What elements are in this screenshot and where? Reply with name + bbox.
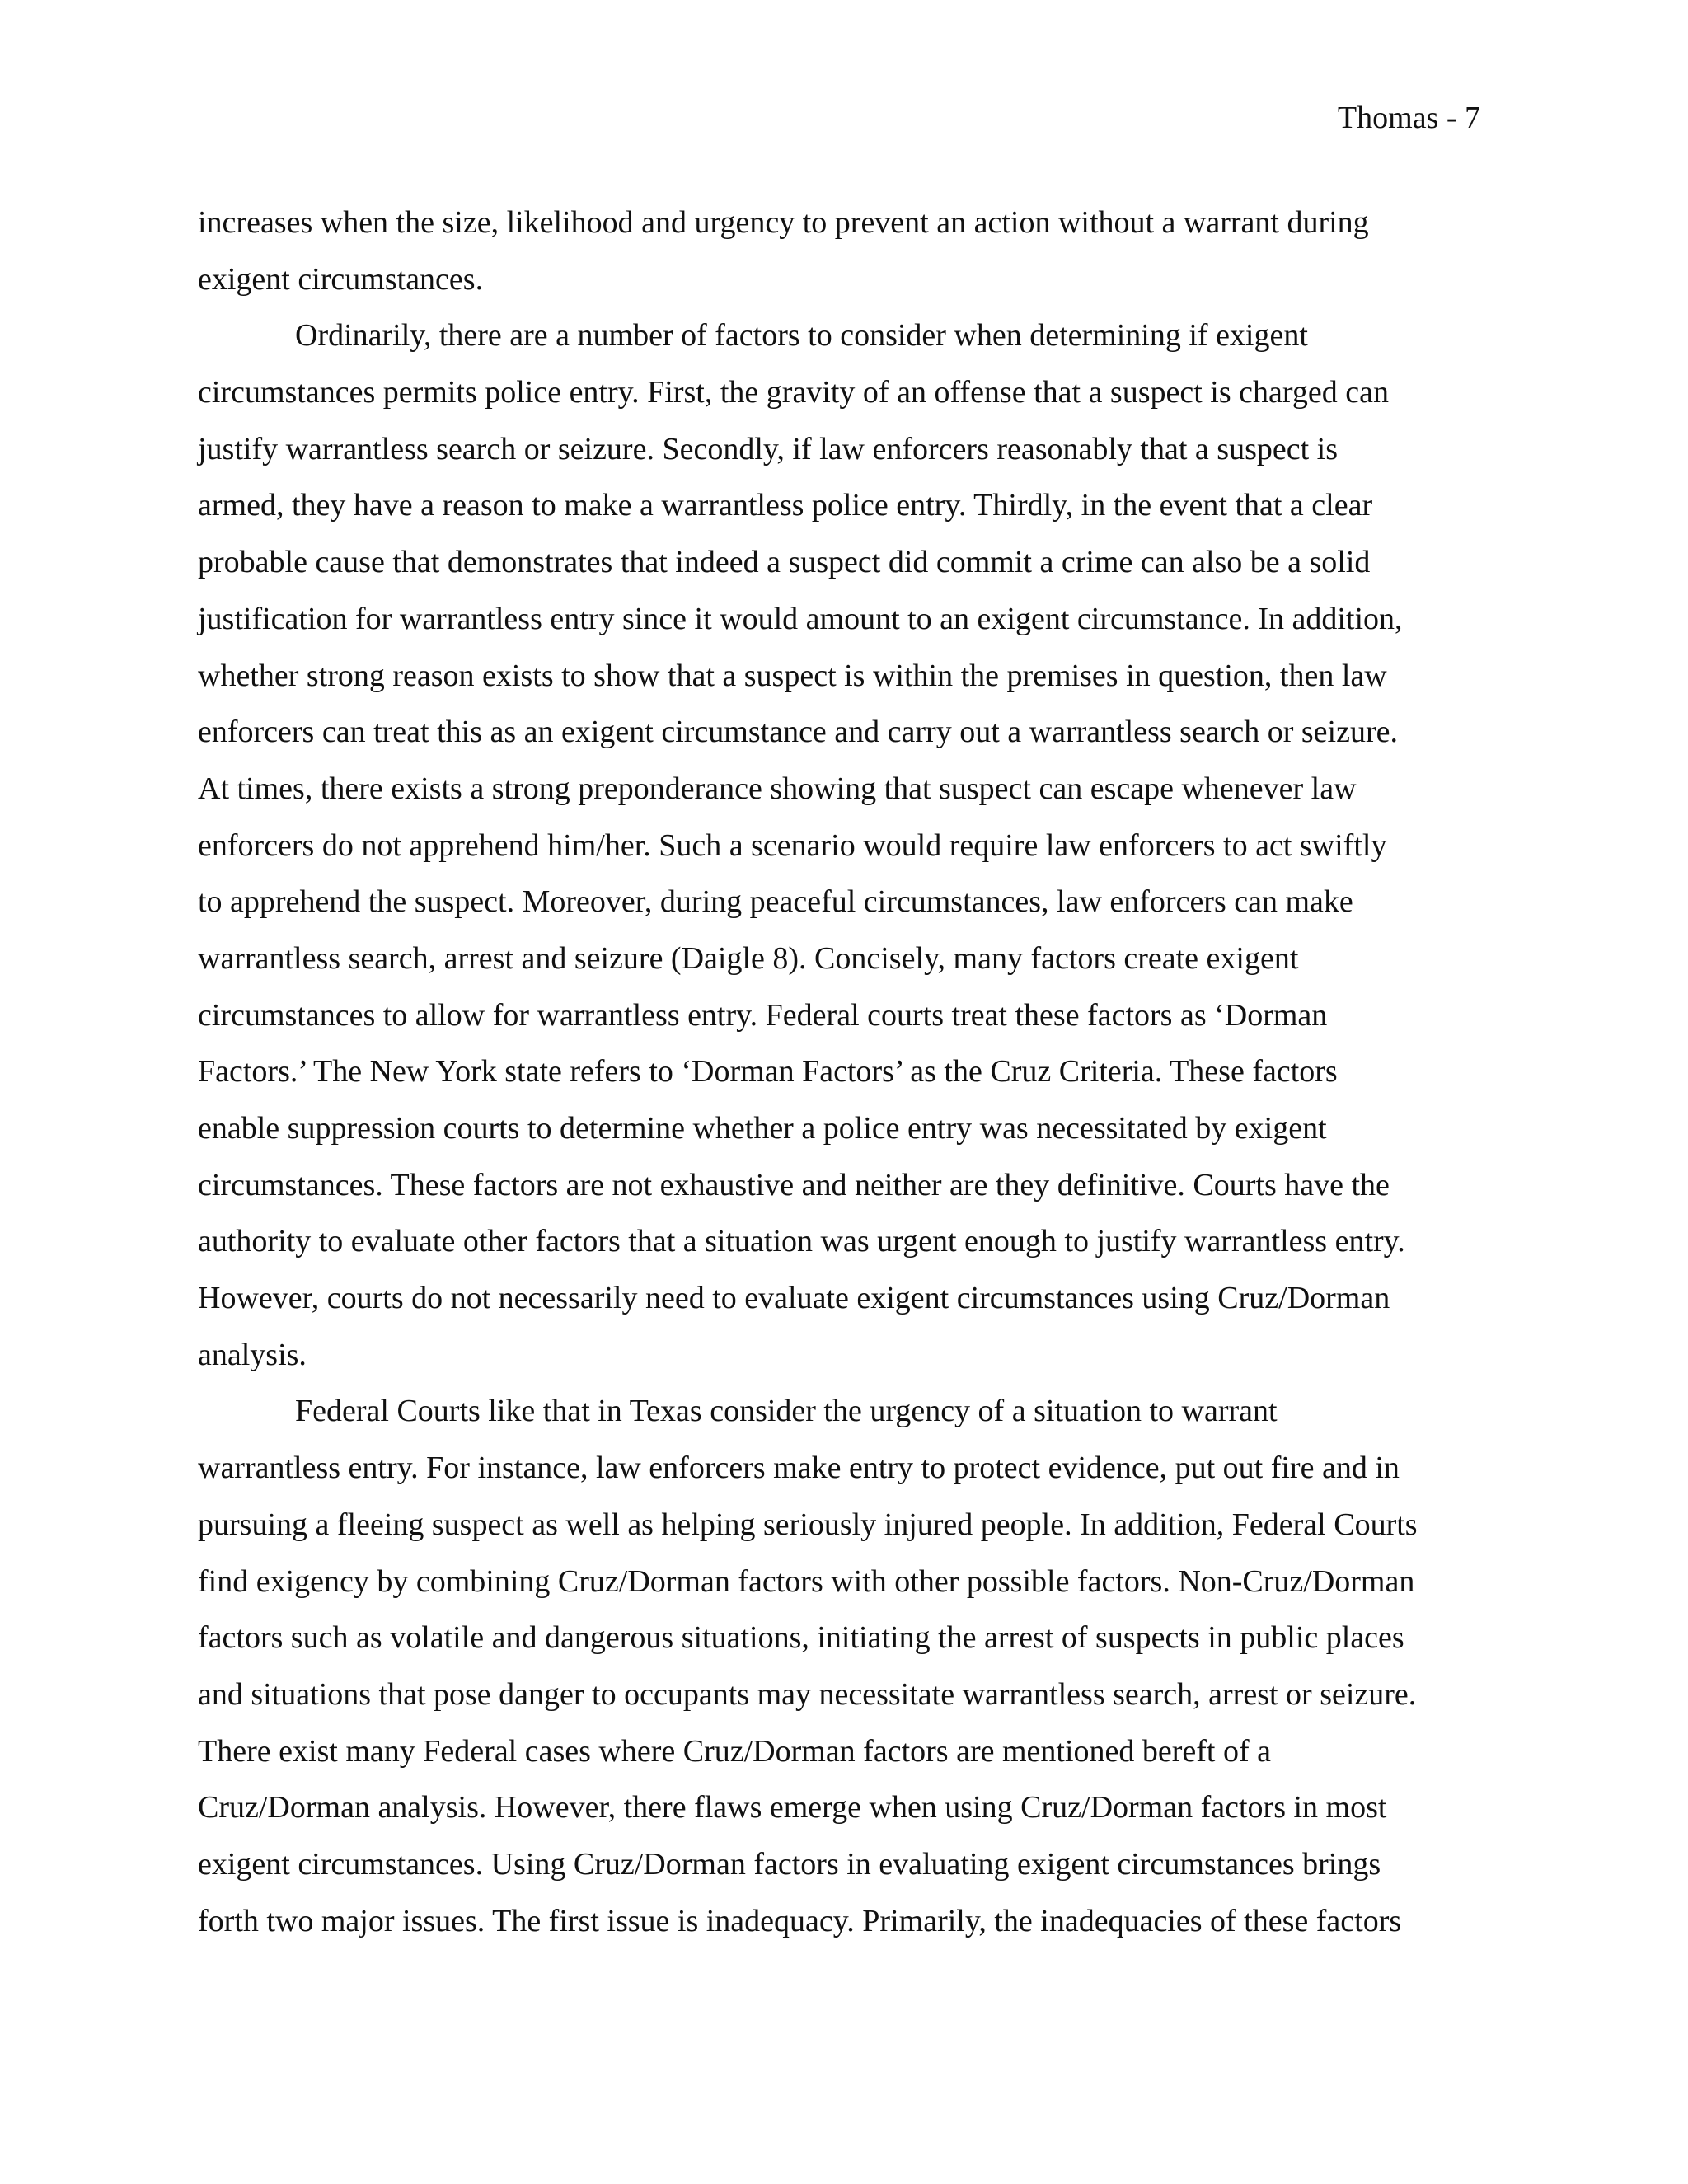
text-line: factors such as volatile and dangerous situations, initiating the arrest of suspects in public places [198,1620,1404,1656]
text-line: circumstances. These factors are not exhaustive and neither are they definitive. Courts have the [198,1167,1390,1202]
text-line: find exigency by combining Cruz/Dorman factors with other possible factors. Non-Cruz/Dorman [198,1563,1415,1599]
text-line: There exist many Federal cases where Cruz/Dorman factors are mentioned bereft of a [198,1733,1271,1769]
text-line: increases when the size, likelihood and urgency to prevent an action without a warrant during [198,205,1369,240]
text-line: enforcers can treat this as an exigent circumstance and carry out a warrantless search or seizure. [198,715,1398,750]
text-line: forth two major issues. The first issue is inadequacy. Primarily, the inadequacies of these factors [198,1903,1402,1938]
body-text [198,194,1484,1949]
text-line: to apprehend the suspect. Moreover, during peaceful circumstances, law enforcers can make [198,884,1353,920]
text-line: pursuing a fleeing suspect as well as helping seriously injured people. In addition, Federal Courts [198,1507,1418,1542]
text-line: analysis. [198,1337,307,1372]
text-line: However, courts do not necessarily need to evaluate exigent circumstances using Cruz/Dorman [198,1281,1390,1316]
paragraph-first-line: Federal Courts like that in Texas consider the urgency of a situation to warrant [295,1394,1278,1429]
text-line: whether strong reason exists to show that a suspect is within the premises in question, then law [198,658,1387,693]
text-line: probable cause that demonstrates that indeed a suspect did commit a crime can also be a solid [198,545,1371,580]
text-line: justify warrantless search or seizure. Secondly, if law enforcers reasonably that a suspect is [198,431,1338,466]
text-line: Cruz/Dorman analysis. However, there flaws emerge when using Cruz/Dorman factors in most [198,1790,1387,1825]
text-line: exigent circumstances. [198,261,484,297]
text-line: enable suppression courts to determine whether a police entry was necessitated by exigent [198,1111,1327,1146]
text-line: exigent circumstances. Using Cruz/Dorman factors in evaluating exigent circumstances brings [198,1846,1381,1882]
text-line: justification for warrantless entry since it would amount to an exigent circumstance. In addition, [198,601,1403,636]
text-line: authority to evaluate other factors that a situation was urgent enough to justify warrantless entry. [198,1224,1405,1259]
text-line: warrantless entry. For instance, law enforcers make entry to protect evidence, put out fire and in [198,1451,1400,1486]
text-line: warrantless search, arrest and seizure (Daigle 8). Concisely, many factors create exigent [198,940,1299,976]
text-line: At times, there exists a strong preponderance showing that suspect can escape whenever law [198,771,1357,806]
running-head: Thomas - 7 [1337,101,1480,135]
text-line: Factors.’ The New York state refers to ‘Dorman Factors’ as the Cruz Criteria. These factors [198,1054,1338,1090]
text-line: enforcers do not apprehend him/her. Such a scenario would require law enforcers to act swiftly [198,827,1387,863]
text-line: and situations that pose danger to occupants may necessitate warrantless search, arrest or seizure. [198,1676,1417,1712]
text-line: circumstances to allow for warrantless entry. Federal courts treat these factors as ‘Dorman [198,997,1328,1033]
text-line: armed, they have a reason to make a warrantless police entry. Thirdly, in the event that a clear [198,488,1373,523]
paragraph-first-line: Ordinarily, there are a number of factors to consider when determining if exigent [295,318,1308,354]
text-line: circumstances permits police entry. First, the gravity of an offense that a suspect is charged can [198,375,1389,410]
